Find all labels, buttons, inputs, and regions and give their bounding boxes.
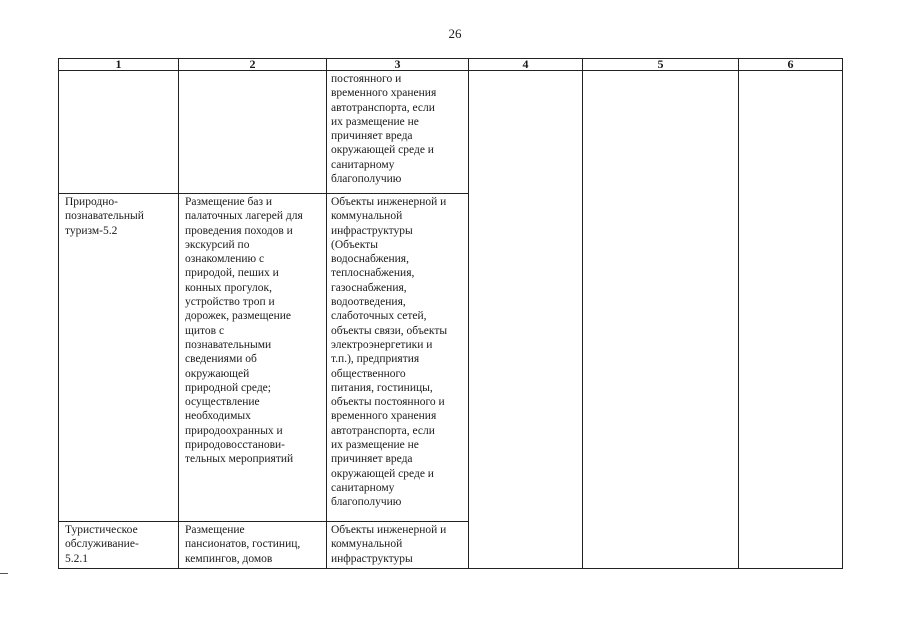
table-cell bbox=[327, 522, 469, 569]
cell-text bbox=[179, 71, 326, 72]
table-row bbox=[59, 71, 843, 194]
column-header: 4 bbox=[469, 59, 583, 71]
regulations-table-container bbox=[58, 58, 842, 568]
empty-column-cell bbox=[469, 71, 583, 569]
cell-text: Туристическое обслуживание- 5.2.1 bbox=[65, 524, 139, 565]
table-cell bbox=[179, 194, 327, 522]
cell-text: Объекты инженерной и коммунальной инфраструктуры bbox=[331, 524, 447, 565]
table-cell bbox=[179, 71, 327, 194]
table-header-row bbox=[59, 59, 843, 71]
table-cell bbox=[179, 522, 327, 569]
column-header: 1 bbox=[59, 59, 179, 71]
cell-text: Размещение баз и палаточных лагерей для проведения походов и экскурсий по ознакомлению с природой, пеших и конных прогулок, устройство троп и дорожек, размещение щитов с познавательными сведениями об окружающей природной среде; осуществление необходимых природоохранных и природовосстанови- тельных мероприятий bbox=[185, 196, 303, 466]
table-cell bbox=[59, 71, 179, 194]
page-number: 26 bbox=[448, 26, 462, 41]
empty-column-cell bbox=[583, 71, 739, 569]
empty-column-cell bbox=[739, 71, 843, 569]
table-cell bbox=[327, 71, 469, 194]
table-cell bbox=[59, 522, 179, 569]
table-cell bbox=[59, 194, 179, 522]
column-header: 3 bbox=[327, 59, 469, 71]
column-header: 6 bbox=[739, 59, 843, 71]
cell-text: постоянного и временного хранения автотранспорта, если их размещение не причиняет вреда окружающей среде и санитарному благополучию bbox=[331, 73, 437, 186]
cell-text: Размещение пансионатов, гостиниц, кемпингов, домов bbox=[185, 524, 301, 565]
regulations-table bbox=[58, 58, 843, 569]
table-cell bbox=[327, 194, 469, 522]
column-header: 2 bbox=[179, 59, 327, 71]
cell-text: Объекты инженерной и коммунальной инфраструктуры (Объекты водоснабжения, теплоснабжения, газоснабжения, водоотведения, слаботочных сетей, объекты связи, объекты электроэнергетики и т.п.), предприятия общественного питания, гостиницы, объекты постоянного и временного хранения автотранспорта, если их размещение не причиняет вреда окружающей среде и санитарному благополучию bbox=[331, 196, 448, 509]
scan-edge-mark bbox=[0, 573, 8, 574]
cell-text bbox=[59, 71, 178, 72]
column-header: 5 bbox=[583, 59, 739, 71]
cell-text: Природно- познавательный туризм-5.2 bbox=[65, 196, 144, 237]
